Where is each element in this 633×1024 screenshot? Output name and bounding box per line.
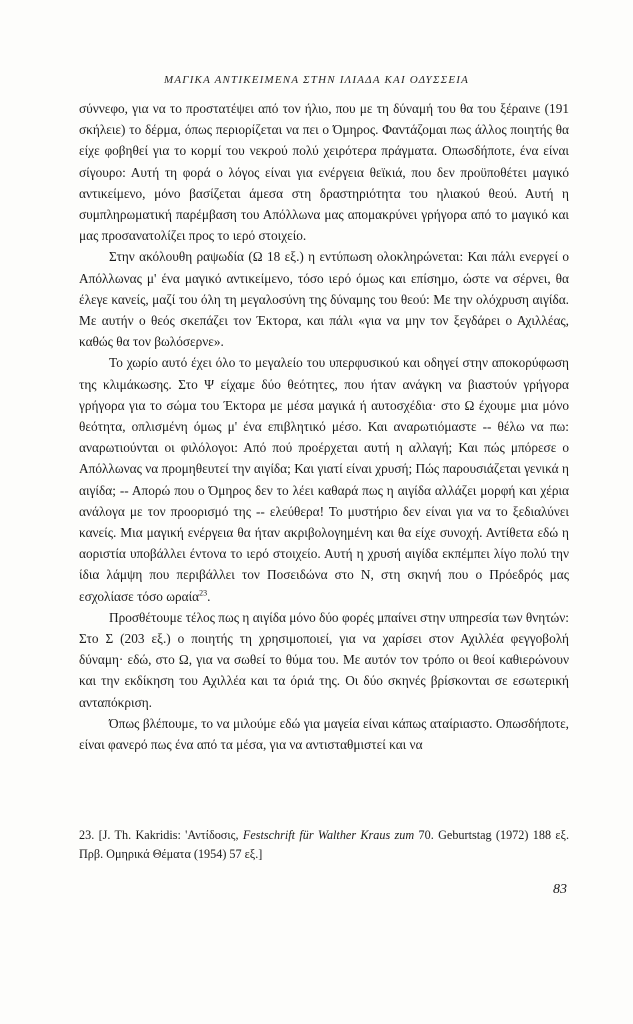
footnote-tail: 70. Geburtstag (1972) 188 εξ. Πρβ. Ομηρικά Θέματα (1954) 57 εξ.]: [79, 828, 569, 861]
paragraph-1: σύννεφο, για να το προστατέψει από τον ήλιο, που με τη δύναμή του θα του ξέραινε (191 σκήλειε) το δέρμα, όπως περιορίζεται να πει ο Όμηρος. Φαντάζομαι πως άλλος ποιητής θα είχε φοβηθεί για το κορμί του νεκρού πολύ χειρότερα πράγματα. Οπωσδήποτε, ένα είναι σίγουρο: Αυτή τη φορά ο λόγος είναι για ενέργεια θεϊκιά, που δεν προϋποθέτει μαγικό αντικείμενο, μόνο βασίζεται άμεσα στη δραστηριότητα του ηλιακού θεού. Αυτή η συμπληρωματική παρέμβαση του Απόλλωνα μας απομακρύνει γρήγορα από το μαγικό και μας προσανατολίζει προς το ιερό στοιχείο.: [79, 101, 569, 244]
paragraph-3-text: Το χωρίο αυτό έχει όλο το μεγαλείο του υπερφυσικού και οδηγεί στην αποκορύφωση της κλιμάκωσης. Στο Ψ είχαμε δύο θεότητες, που ήταν ανάγκη να βιαστούν γρήγορα γρήγορα για το σώμα του Έκτορα με μέσα μαγικά ή αυτοσχέδια· στο Ω έχουμε μια μόνο θεότητα, οπλισμένη όμως μ' ένα επιβλητικό μέσο. Και αναρωτιόμαστε -- θέλω να πω: αναρωτιούνται οι φιλόλογοι: Από πού προέρχεται αυτή η αλλαγή; Και πώς μπόρεσε ο Απόλλωνας να προμηθευτεί την αιγίδα; Και γιατί είναι χρυσή; Πώς παρουσιάζεται γενικά η αιγίδα; -- Απορώ που ο Όμηρος δεν το λέει καθαρά πως η αιγίδα αλλάζει μορφή και χέρια ανάλογα με τον προορισμό της -- ελεύθερα! Το μυστήριο δεν είναι για να το ξεδιαλύνει κανείς. Μια μαγική ενέργεια θα ήταν ακριβολογημένη και θα είχε συνοχή. Αντίθετα εδώ η αοριστία υποβάλλει έντονα το ιερό στοιχείο. Αυτή η χρυσή αιγίδα εκπέμπει λίγο πολύ την ίδια λάμψη που περιβάλλει τον Ποσειδώνα στο Ν, στη σκηνή που ο Πρόεδρός μας εσχολίασε τόσο ωραία: [79, 355, 569, 604]
body-text: [79, 98, 569, 755]
paragraph-5: Όπως βλέπουμε, το να μιλούμε εδώ για μαγεία είναι κάπως αταίριαστο. Οπωσδήποτε, είναι φανερό πως ένα από τα μέσα, για να αντισταθμιστεί και να: [79, 715, 569, 753]
paragraph-3-end: .: [207, 588, 211, 604]
paragraph-4: Προσθέτουμε τέλος πως η αιγίδα μόνο δύο φορές μπαίνει στην υπηρεσία των θνητών: Στο Σ (203 εξ.) ο ποιητής τη χρησιμοποιεί, για να χαρίσει στον Αχιλλέα φεγγοβολή δύναμη· εδώ, στο Ω, για να σωθεί το θύμα του. Με αυτόν τον τρόπο οι θεοί καθιερώνουν και την εκδίκηση του Αχιλλέα και τα όριά της. Οι δύο σκηνές βρίσκονται σε εσωτερική ανταπόκριση.: [79, 609, 569, 710]
running-head: ΜΑΓΙΚΑ ΑΝΤΙΚΕΙΜΕΝΑ ΣΤΗΝ ΙΛΙΑΔΑ ΚΑΙ ΟΔΥΣΣΕΙΑ: [163, 74, 470, 86]
footnote-reference: 23: [199, 588, 208, 598]
page-number: 83: [553, 882, 567, 897]
footnote-journal: Festschrift für Walther Kraus zum: [242, 828, 415, 842]
paragraph-3: [79, 352, 569, 606]
paragraph-2: Στην ακόλουθη ραψωδία (Ω 18 εξ.) η εντύπωση ολοκληρώνεται: Και πάλι ενεργεί ο Απόλλωνας μ' ένα μαγικό αντικείμενο, τόσο ιερό όμως και επίσημο, ώστε να σέρνει, θα έλεγε κανείς, μαζί του όλη τη μεγαλοσύνη της δύναμης του θεού: Με την ολόχρυση αιγίδα. Με αυτήν ο θεός σκεπάζει τον Έκτορα, και πάλι «για να μην τον ξεγδάρει ο Αχιλλέας, καθώς θα τον βωλόσερνε».: [79, 249, 569, 350]
footnote-lead: [J. Th. Kakridis: 'Αντίδοσις,: [98, 828, 239, 842]
footnote: [79, 826, 569, 864]
footnote-number: 23.: [79, 828, 95, 842]
